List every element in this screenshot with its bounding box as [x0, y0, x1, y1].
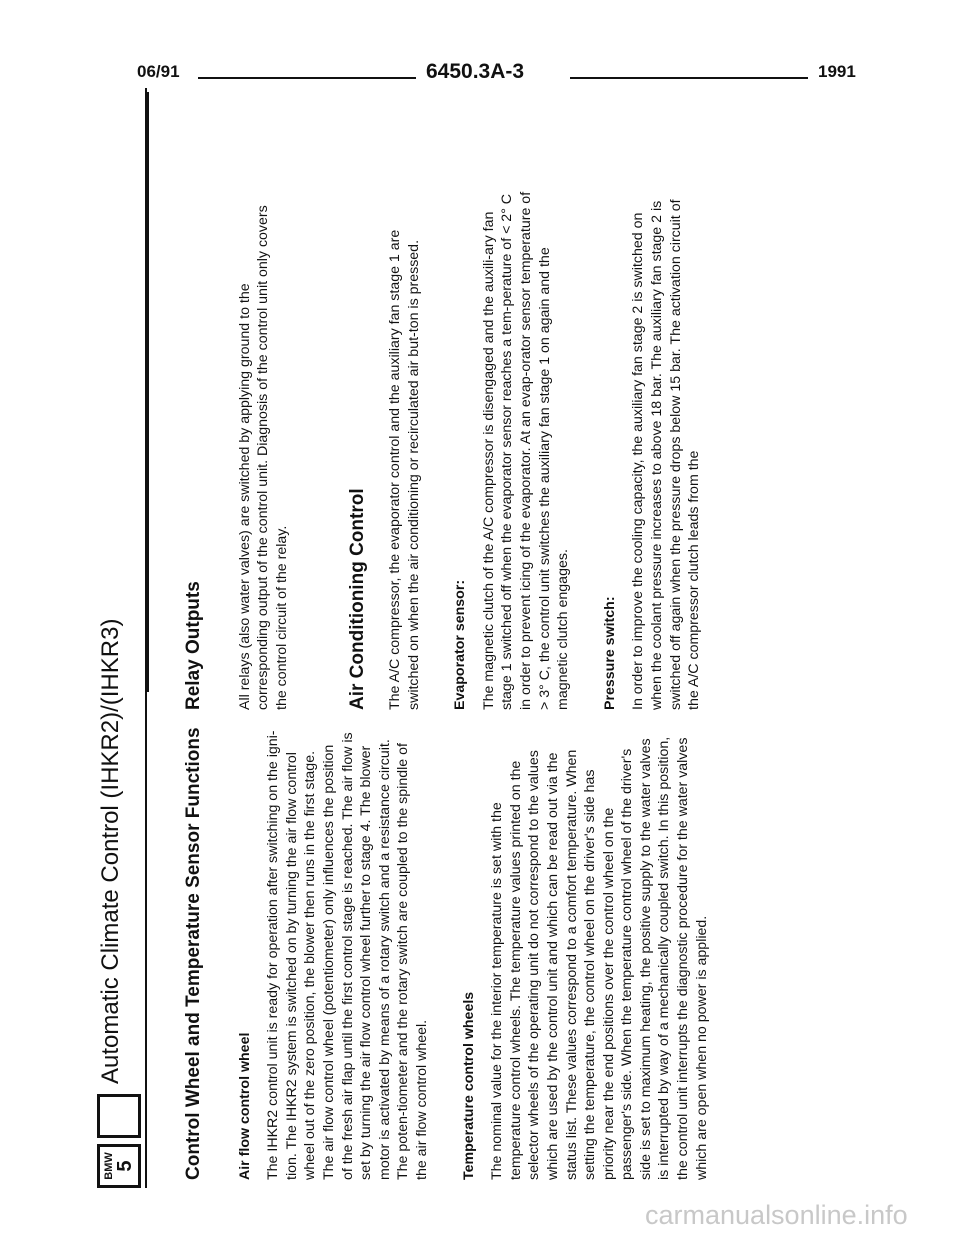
subheading-temperature-wheels: Temperature control wheels: [460, 991, 477, 1180]
header-year: 1991: [818, 62, 856, 81]
heading-control-wheel-functions: Control Wheel and Temperature Sensor Functions: [183, 727, 204, 1180]
section-header: [95, 88, 147, 1188]
heading-air-conditioning: Air Conditioning Control: [347, 488, 369, 710]
header-rule-left: [198, 77, 416, 79]
title-rule: [145, 88, 147, 1188]
left-column: [183, 727, 739, 1180]
right-column: [185, 190, 732, 710]
subheading-pressure-switch: Pressure switch:: [601, 596, 618, 710]
watermark: carmanualsonline.info: [645, 1200, 908, 1230]
paragraph-pressure-switch: In order to improve the cooling capacity, the auxiliary fan stage 2 is switched on when the coolant pressure increases to above 18 bar. The auxiliary fan stage 2 is switched off again when the pressure drops below 15 bar. The activation circuit of the A/C compressor clutch leads from the: [630, 199, 703, 710]
paragraph-air-flow: The IHKR2 control unit is ready for operation after switching on the igni-tion. The IHKR2 system is switched on by turning the air flow control wheel out of the zero position, the blower then runs in the first stage. The air flow control wheel (potentiometer) only influences the position of the fresh air flap until the first control stage is reached. The air flow is set by turning the air flow control wheel further to stage 4. The blower motor is activated by means of a rotary switch and a resistance circuit. The poten-tiometer and the rotary switch are coupled to the spindle of the air flow control wheel.: [265, 730, 430, 1180]
rotated-page: [95, 88, 710, 1188]
subheading-evaporator-sensor: Evaporator sensor:: [452, 579, 469, 710]
header-date: 06/91: [137, 62, 180, 81]
badge-brand: BMW: [102, 1152, 115, 1180]
paragraph-temperature-wheels: The nominal value for the interior temperature is set with the temperature control wheels. The temperature values printed on the selector wheels of the operating unit do not correspond to the values which are used by the control unit and which can be read out via the status list. These values correspond to a comfort temperature. When setting the temperature, the control wheel on the driver's side has priority near the end positions over the control wheel on the passenger's side. When the temperature control wheel of the driver's side is set to maximum heating, the positive supply to the water valves is interrupted by way of a mechanically coupled switch. In this position, the control unit interrupts the diagnostic procedure for the water valves which are open when no power is applied.: [489, 736, 710, 1180]
empty-badge-box: [97, 1094, 141, 1138]
badge-series: 5: [113, 1160, 136, 1172]
paragraph-air-conditioning: The A/C compressor, the evaporator control and the auxiliary fan stage 1 are switched on when the air conditioning or recirculated air but-ton is pressed.: [386, 229, 422, 710]
heading-relay-outputs: Relay Outputs: [183, 581, 204, 710]
paragraph-evaporator-sensor: The magnetic clutch of the A/C compressor is disengaged and the auxili-ary fan stage 1 switched off when the evaporator sensor reaches a tem-perature of < 2° C in order to prevent icing of the evaporator. At an evap-orator sensor temperature of > 3° C, the control unit switches the auxiliary fan stage 1 on again and the magnetic clutch engages.: [480, 191, 572, 710]
header-rule-right: [570, 77, 808, 79]
subheading-air-flow: Air flow control wheel: [236, 1032, 253, 1180]
header-document-code: 6450.3A-3: [426, 60, 525, 83]
document-title: Automatic Climate Control (IHKR2)/(IHKR3): [97, 618, 124, 1084]
paragraph-relay-outputs: All relays (also water valves) are switched by applying ground to the corresponding output of the control unit. Diagnosis of the control unit only covers the control circuit of the relay.: [236, 205, 290, 710]
bmw-series-badge: [97, 1144, 141, 1188]
